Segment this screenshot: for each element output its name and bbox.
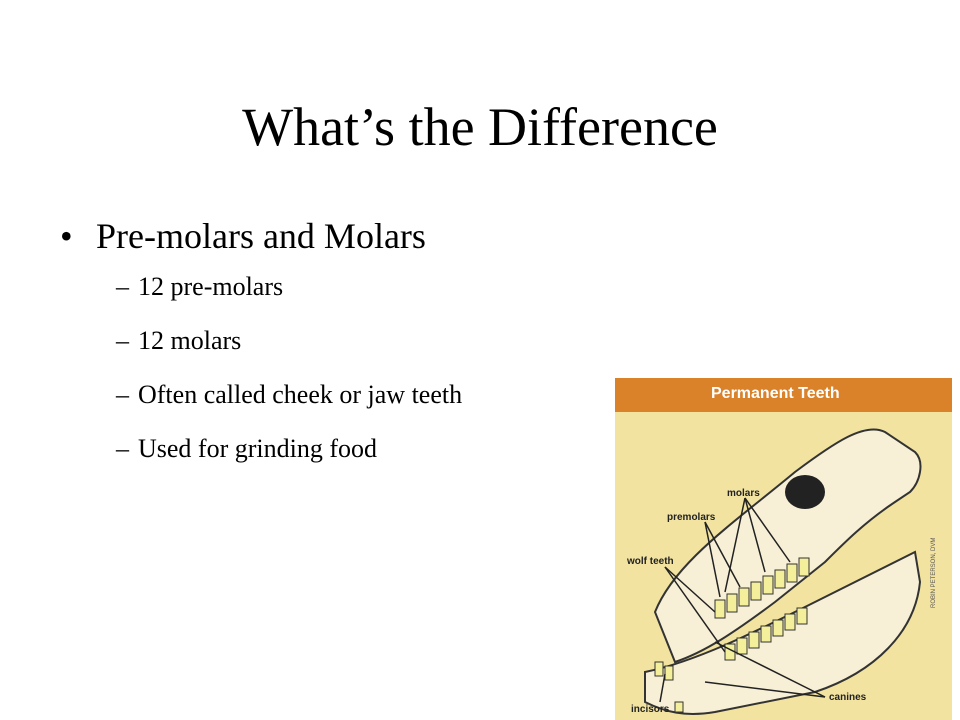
bullet-item [60,212,620,260]
bullet-text: Pre-molars and Molars [96,216,426,256]
sub-bullet-list [60,272,620,464]
label-canines: canines [829,692,867,703]
bullet-glyph: • [60,216,73,256]
label-wolf-teeth: wolf teeth [627,556,674,567]
sub-bullet-item [60,272,620,302]
eye-socket [785,475,825,509]
dash-glyph: – [116,272,129,301]
figure-title: Permanent Teeth [711,385,840,402]
sub-bullet-item [60,380,620,410]
sub-bullet-text: Often called cheek or jaw teeth [138,380,463,409]
label-incisors: incisors [631,704,670,715]
label-molars: molars [727,488,760,499]
sub-bullet-text: Used for grinding food [138,434,378,463]
sub-bullet-text: 12 molars [138,326,242,355]
sub-bullet-item [60,326,620,356]
label-premolars: premolars [667,512,716,523]
dash-glyph: – [116,434,129,463]
dash-glyph: – [116,380,129,409]
figure-credit: ROBIN PETERSON, DVM [931,537,937,608]
bullet-list [60,212,620,488]
horse-teeth-figure [615,378,952,720]
dash-glyph: – [116,326,129,355]
figure-header [615,378,952,412]
sub-bullet-item [60,434,620,464]
slide-title: What’s the Difference [242,97,718,157]
sub-bullet-text: 12 pre-molars [138,272,284,301]
